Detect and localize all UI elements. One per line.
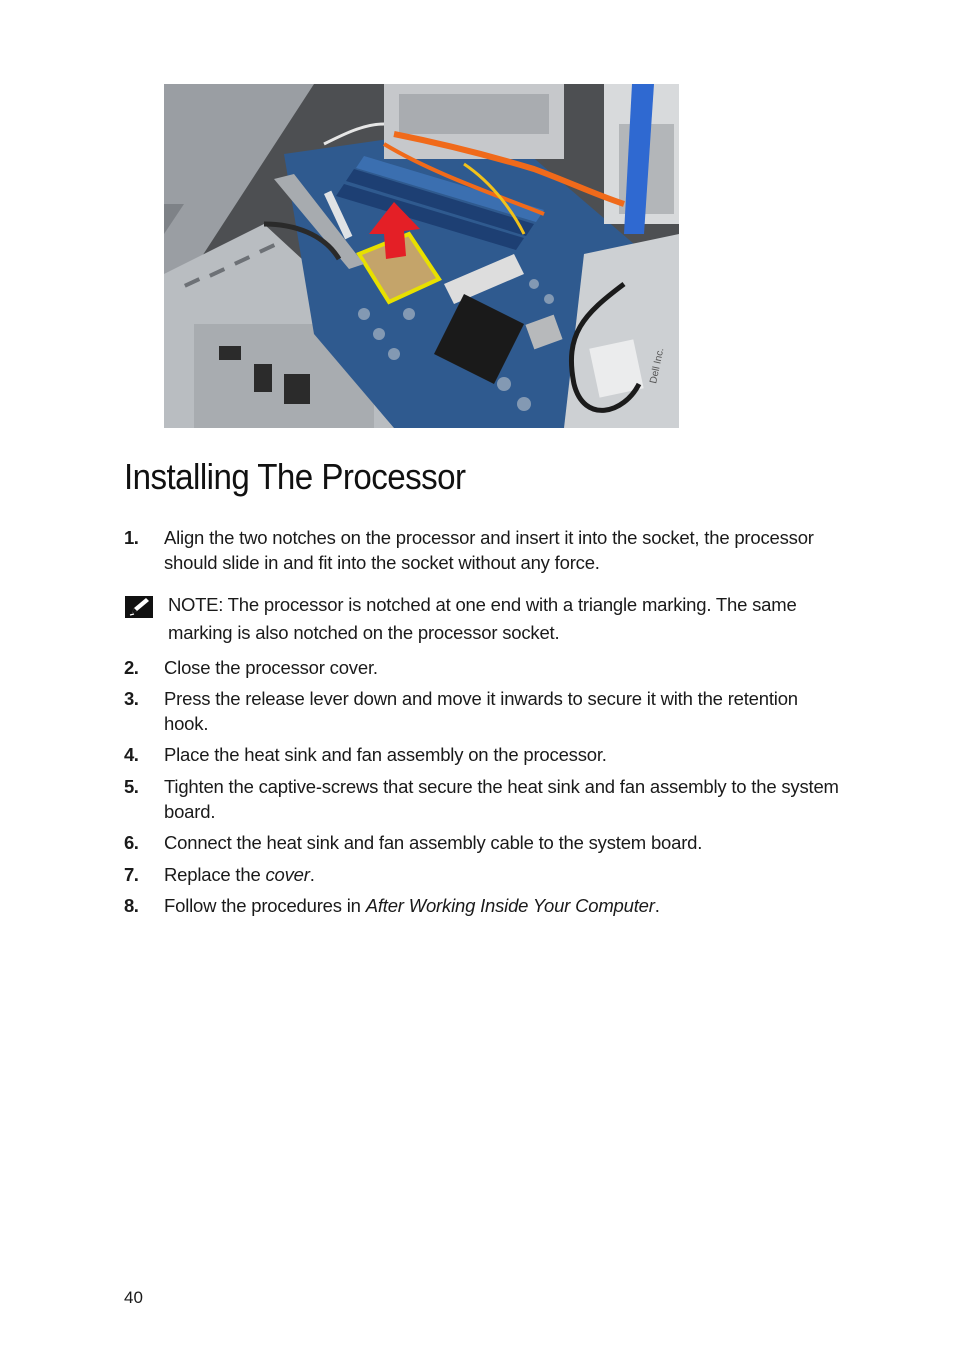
procedure-steps xyxy=(124,525,844,918)
step-text: Close the processor cover. xyxy=(164,657,378,678)
step-text: Place the heat sink and fan assembly on the processor. xyxy=(164,744,607,765)
step-text: Align the two notches on the processor and insert it into the socket, the processor should slide in and fit into the socket without any force. xyxy=(164,527,814,573)
note-label: NOTE: xyxy=(168,594,224,615)
step-6 xyxy=(124,830,844,855)
step-3 xyxy=(124,686,844,736)
note-callout xyxy=(124,591,844,647)
step-number: 6. xyxy=(124,832,139,853)
step-7 xyxy=(124,862,844,887)
step-number: 4. xyxy=(124,744,139,765)
step-8 xyxy=(124,893,844,918)
step-number: 1. xyxy=(124,527,139,548)
step-text: Press the release lever down and move it inwards to secure it with the retention hook. xyxy=(164,688,798,734)
step-text-prefix: Follow the procedures in xyxy=(164,895,366,916)
page-title: Installing The Processor xyxy=(124,456,466,497)
dell-label: Dell Inc. xyxy=(648,347,667,385)
cover-link[interactable]: cover xyxy=(265,864,310,885)
step-text-suffix: . xyxy=(654,895,660,916)
step-number: 5. xyxy=(124,776,139,797)
step-text-suffix: . xyxy=(309,864,315,885)
page-number: 40 xyxy=(124,1288,143,1307)
step-4 xyxy=(124,742,844,767)
processor-removal-photo xyxy=(164,84,679,428)
step-number: 7. xyxy=(124,864,139,885)
step-text: Tighten the captive-screws that secure the heat sink and fan assembly to the system board. xyxy=(164,776,839,822)
step-1 xyxy=(124,525,844,575)
step-text: Connect the heat sink and fan assembly cable to the system board. xyxy=(164,832,703,853)
pencil-note-icon xyxy=(124,595,154,619)
step-5 xyxy=(124,774,844,824)
note-text: The processor is notched at one end with a triangle marking. The same marking is also notched on the processor socket. xyxy=(168,594,797,643)
step-number: 3. xyxy=(124,688,139,709)
step-2 xyxy=(124,655,844,680)
step-text-prefix: Replace the xyxy=(164,864,266,885)
step-number: 8. xyxy=(124,895,139,916)
after-working-inside-link[interactable]: After Working Inside Your Computer xyxy=(365,895,655,916)
step-number: 2. xyxy=(124,657,139,678)
